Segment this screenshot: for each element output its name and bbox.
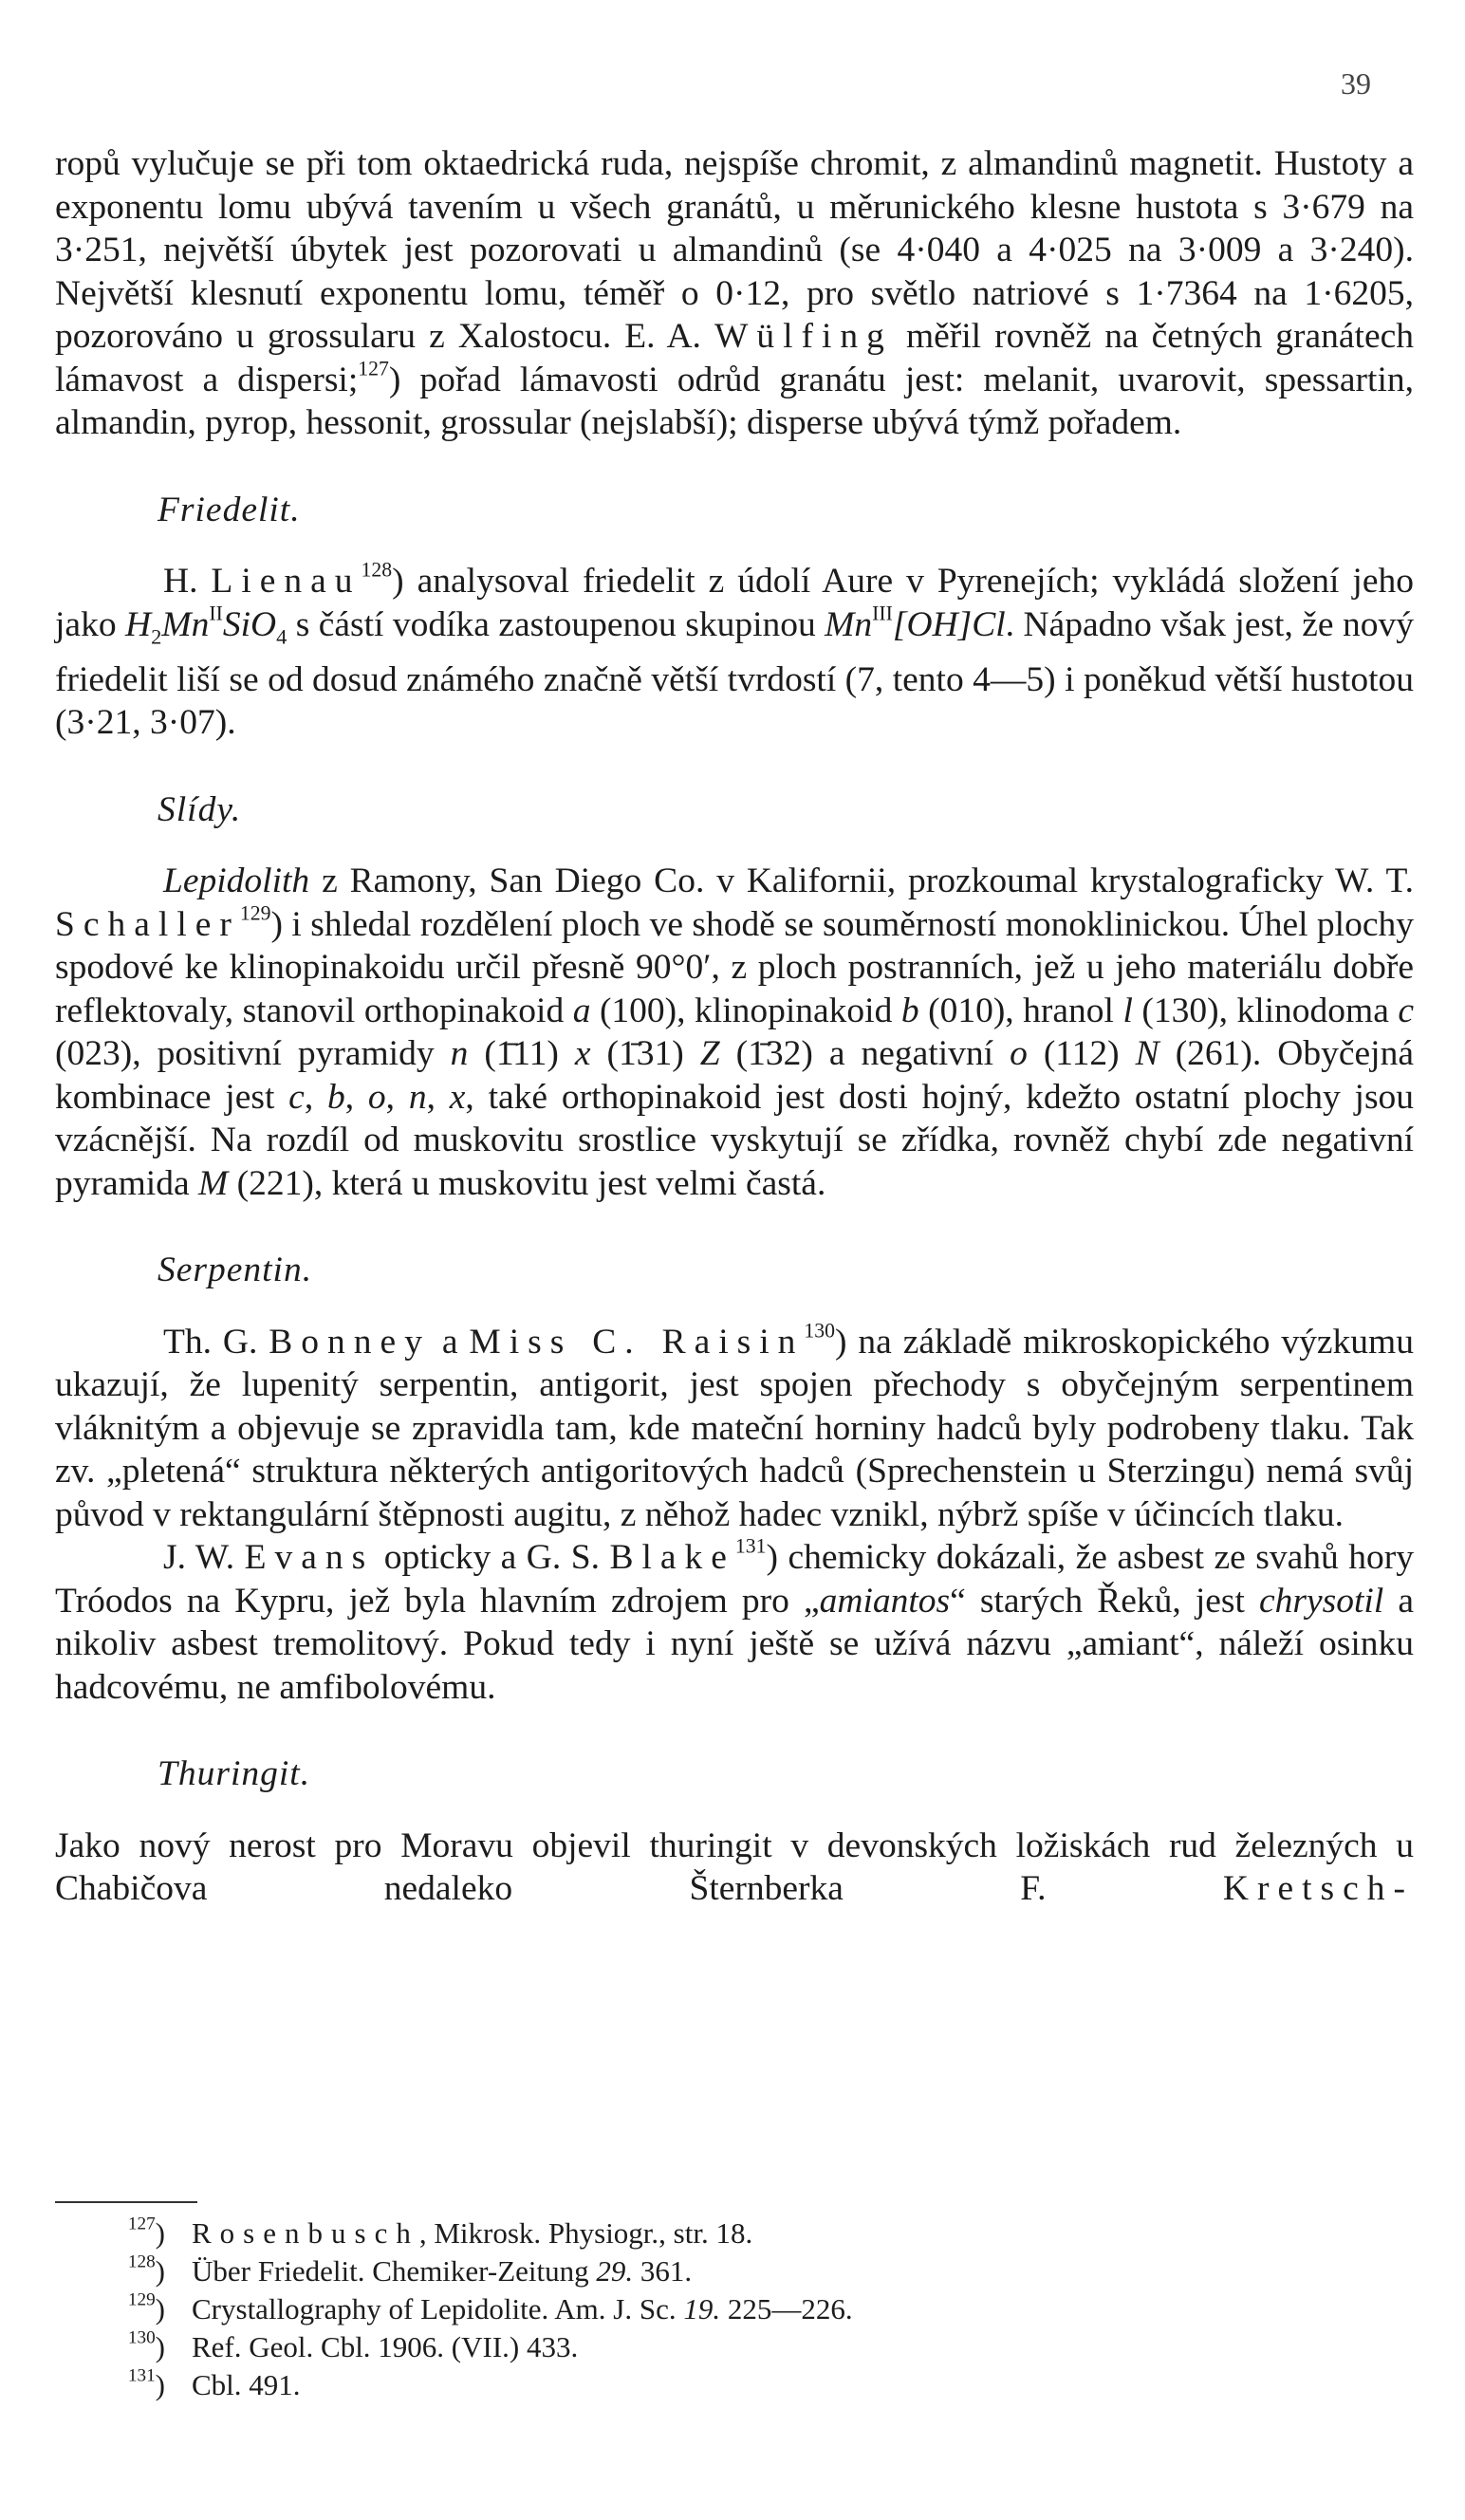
footnote-rule	[55, 2201, 197, 2203]
page-number: 39	[1341, 66, 1371, 101]
footnote-127: $^{127}$) Rosenbusch, Mikrosk. Physiogr., str. 18.	[127, 2214, 753, 2250]
paragraph-thuringit: Jako nový nerost pro Moravu objevil thuringit v devonských ložiskách rud železných u Chabičova nedaleko Šternberka F. Kretsch-	[55, 1825, 1414, 1908]
footnote-130: $^{130}$) Ref. Geol. Cbl. 1906. (VII.) 433.	[127, 2327, 579, 2363]
page-body	[55, 142, 1414, 1911]
paragraph-serpentin-2: J. W. Evans opticky a G. S. Blake$^{131}$) chemicky dokázali, že asbest ze svahů hory Tróodos na Kypru, jež byla hlavním zdrojem pro „amiantos“ starých Řeků, jest chrysotil a nikoliv asbest tremolitový. Pokud tedy i nyní ještě se užívá názvu „amiant“, náleží osinku hadcovému, ne amfibolovému.	[55, 1534, 1414, 1707]
section-heading-friedelit: Friedelit.	[158, 490, 301, 529]
footnote-128: $^{128}$) Über Friedelit. Chemiker-Zeitung 29. 361.	[127, 2251, 693, 2288]
section-heading-thuringit: Thuringit.	[158, 1754, 311, 1793]
footnote-131: $^{131}$) Cbl. 491.	[127, 2365, 301, 2401]
footnote-129: $^{129}$) Crystallography of Lepidolite. Am. J. Sc. 19. 225—226.	[127, 2289, 853, 2325]
paragraph-granat-continuation: ropů vylučuje se při tom oktaedrická ruda, nejspíše chromit, z almandinů magnetit. Hustoty a exponentu lomu ubývá tavením u všech granátů, u měrunického klesne hustota s 3·679 na 3·251, největší úbytek jest pozorovati u almandinů (se 4·040 a 4·025 na 3·009 a 3·240). Největší klesnutí exponentu lomu, téměř o 0·12, pro světlo natriové s 1·7364 na 1·6205, pozorováno u grossularu z Xalostocu. E. A. Wülfing měřil rovněž na četných granátech lámavost a dispersi;$^{127}$) pořad lámavosti odrůd granátu jest: melanit, uvarovit, spessartin, almandin, pyrop, hessonit, grossular (nejslabší); disperse ubývá týmž pořadem.	[55, 144, 1414, 442]
paragraph-serpentin-1: Th. G. Bonney a Miss C. Raisin$^{130}$) na základě mikroskopického výzkumu ukazují, že lupenitý serpentin, antigorit, jest spojen přechody s obyčejným serpentinem vláknitým a objevuje se zpravidla tam, kde mateční horniny hadců byly podrobeny tlaku. Tak zv. „pletená“ struktura některých antigoritových hadců (Sprechenstein u Sterzingu) nemá svůj původ v rektangulární štěpnosti augitu, z něhož hadec vznikl, nýbrž spíše v účincích tlaku.	[55, 1319, 1414, 1534]
section-heading-serpentin: Serpentin.	[158, 1251, 313, 1289]
paragraph-friedelit: H. Lienau$^{128}$) analysoval friedelit z údolí Aure v Pyrenejích; vykládá složení jeho jako $H_2Mn^{II}SiO_4$ s částí vodíka zastoupenou skupinou $Mn^{III}[OH]Cl$. Nápadno však jest, že nový friedelit liší se od dosud známého značně větší tvrdostí (7, tento 4—5) i poněkud větší hustotou (3·21, 3·07).	[55, 558, 1414, 742]
section-heading-slidy: Slídy.	[158, 789, 242, 829]
paragraph-slidy: Lepidolith z Ramony, San Diego Co. v Kalifornii, prozkoumal krystalograficky W. T. Schaller$^{129}$) i shledal rozdělení ploch ve shodě se souměrností monoklinickou. Úhel plochy spodové ke klinopinakoidu určil přesně 90°0′, z ploch postranních, jež u jeho materiálu dobře reflektovaly, stanovil orthopinakoid a (100), klinopinakoid b (010), hranol l (130), klinodoma c (023), positivní pyramidy n (1̄11) x (1̄31) Z (1̄32) a negativní o (112) N (261). Obyčejná kombinace jest c, b, o, n, x, také orthopinakoid jest dosti hojný, kdežto ostatní plochy jsou vzácnější. Na rozdíl od muskovitu srostlice vyskytují se zřídka, rovněž chybí zde negativní pyramida M (221), která u muskovitu jest velmi častá.	[55, 862, 1415, 1203]
footnotes	[55, 2201, 1414, 2404]
